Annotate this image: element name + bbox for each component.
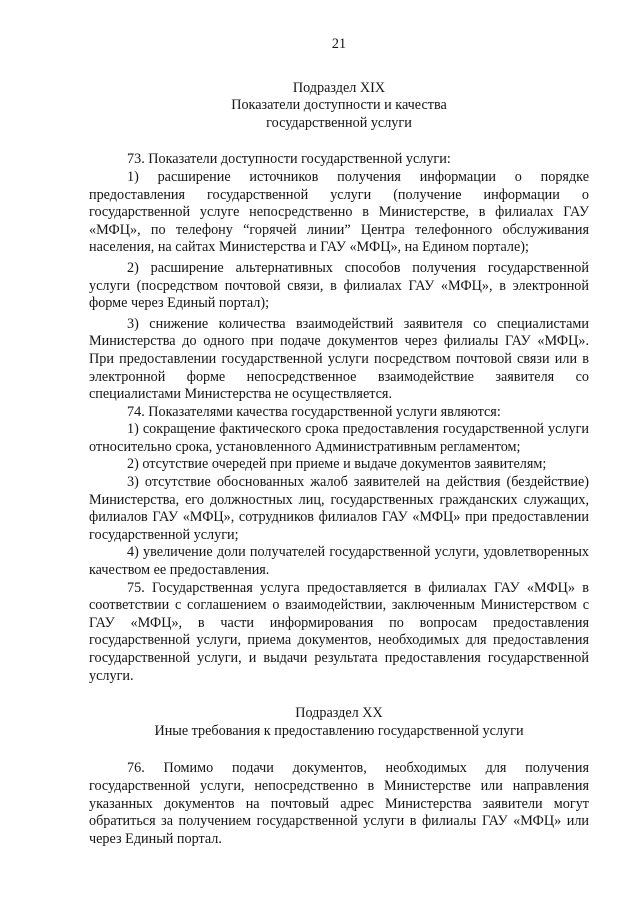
paragraph-73-item-3: 3) снижение количества взаимодействий заявителя со специалистами Министерства до одного при подаче документов через филиалы ГАУ «МФЦ». При предоставлении государственной услуги посредством почтовой связи или в электронной форме непосредственное взаимодействие заявителя со специалистами Министерства не осуществляется. bbox=[89, 315, 589, 403]
paragraph-73: 73. Показатели доступности государственной услуги: bbox=[127, 151, 451, 168]
paragraph-74-item-3: 3) отсутствие обоснованных жалоб заявителей на действия (бездействие) Министерства, его должностных лиц, государственных гражданских служащих, филиалов ГАУ «МФЦ», сотрудников филиалов ГАУ «МФЦ» при предоставлении государственной услуги; bbox=[89, 474, 589, 543]
section-19-label: Подраздел XIX bbox=[292, 79, 386, 96]
section-20-heading bbox=[89, 705, 589, 740]
paragraph-73-item-1: 1) расширение источников получения информации о порядке предоставления государственной услуги (получение информации о государственной услуге непосредственно в Министерстве, в филиалах ГАУ «МФЦ», по телефону “горячей линии” Центра телефонного обслуживания населения, на сайтах Министерства и ГАУ «МФЦ», на Едином портале); bbox=[89, 168, 589, 256]
paragraph-74-item-4: 4) увеличение доли получателей государственной услуги, удовлетворенных качеством ее предоставления. bbox=[89, 544, 589, 579]
paragraph-74-item-1: 1) сокращение фактического срока предоставления государственной услуги относительно срока, установленного Административным регламентом; bbox=[89, 421, 589, 455]
page-number: 21 bbox=[331, 36, 347, 52]
section-19-body bbox=[89, 151, 589, 685]
paragraph-74: 74. Показателями качества государственной услуги являются: bbox=[127, 403, 501, 420]
paragraph-76: 76. Помимо подачи документов, необходимых для получения государственной услуги, непосредственно в Министерстве или направления указанных документов на почтовый адрес Министерства заявители могут обратиться за получением государственной услуги в филиалы ГАУ «МФЦ» или через Единый портал. bbox=[89, 760, 589, 847]
paragraph-74-item-2: 2) отсутствие очередей при приеме и выдаче документов заявителям; bbox=[127, 456, 547, 473]
section-19-title-line-1: Показатели доступности и качества bbox=[231, 97, 447, 114]
section-20-body bbox=[89, 760, 589, 848]
section-20-label: Подраздел XX bbox=[295, 705, 383, 722]
section-19-heading bbox=[89, 80, 589, 133]
section-20-title: Иные требования к предоставлению государственной услуги bbox=[154, 722, 524, 739]
paragraph-73-item-2: 2) расширение альтернативных способов получения государственной услуги (посредством почтовой связи, в филиалах ГАУ «МФЦ», в электронной форме через Единый портал); bbox=[89, 259, 589, 312]
section-19-title-line-2: государственной услуги bbox=[266, 114, 412, 131]
document-page bbox=[89, 36, 589, 848]
paragraph-75: 75. Государственная услуга предоставляется в филиалах ГАУ «МФЦ» в соответствии с соглашением о взаимодействии, заключенным Министерством с ГАУ «МФЦ», в части информирования по вопросам предоставления государственной услуги, приема документов, необходимых для предоставления государственной услуги, и выдачи результата предоставления государственной услуги. bbox=[89, 579, 589, 684]
